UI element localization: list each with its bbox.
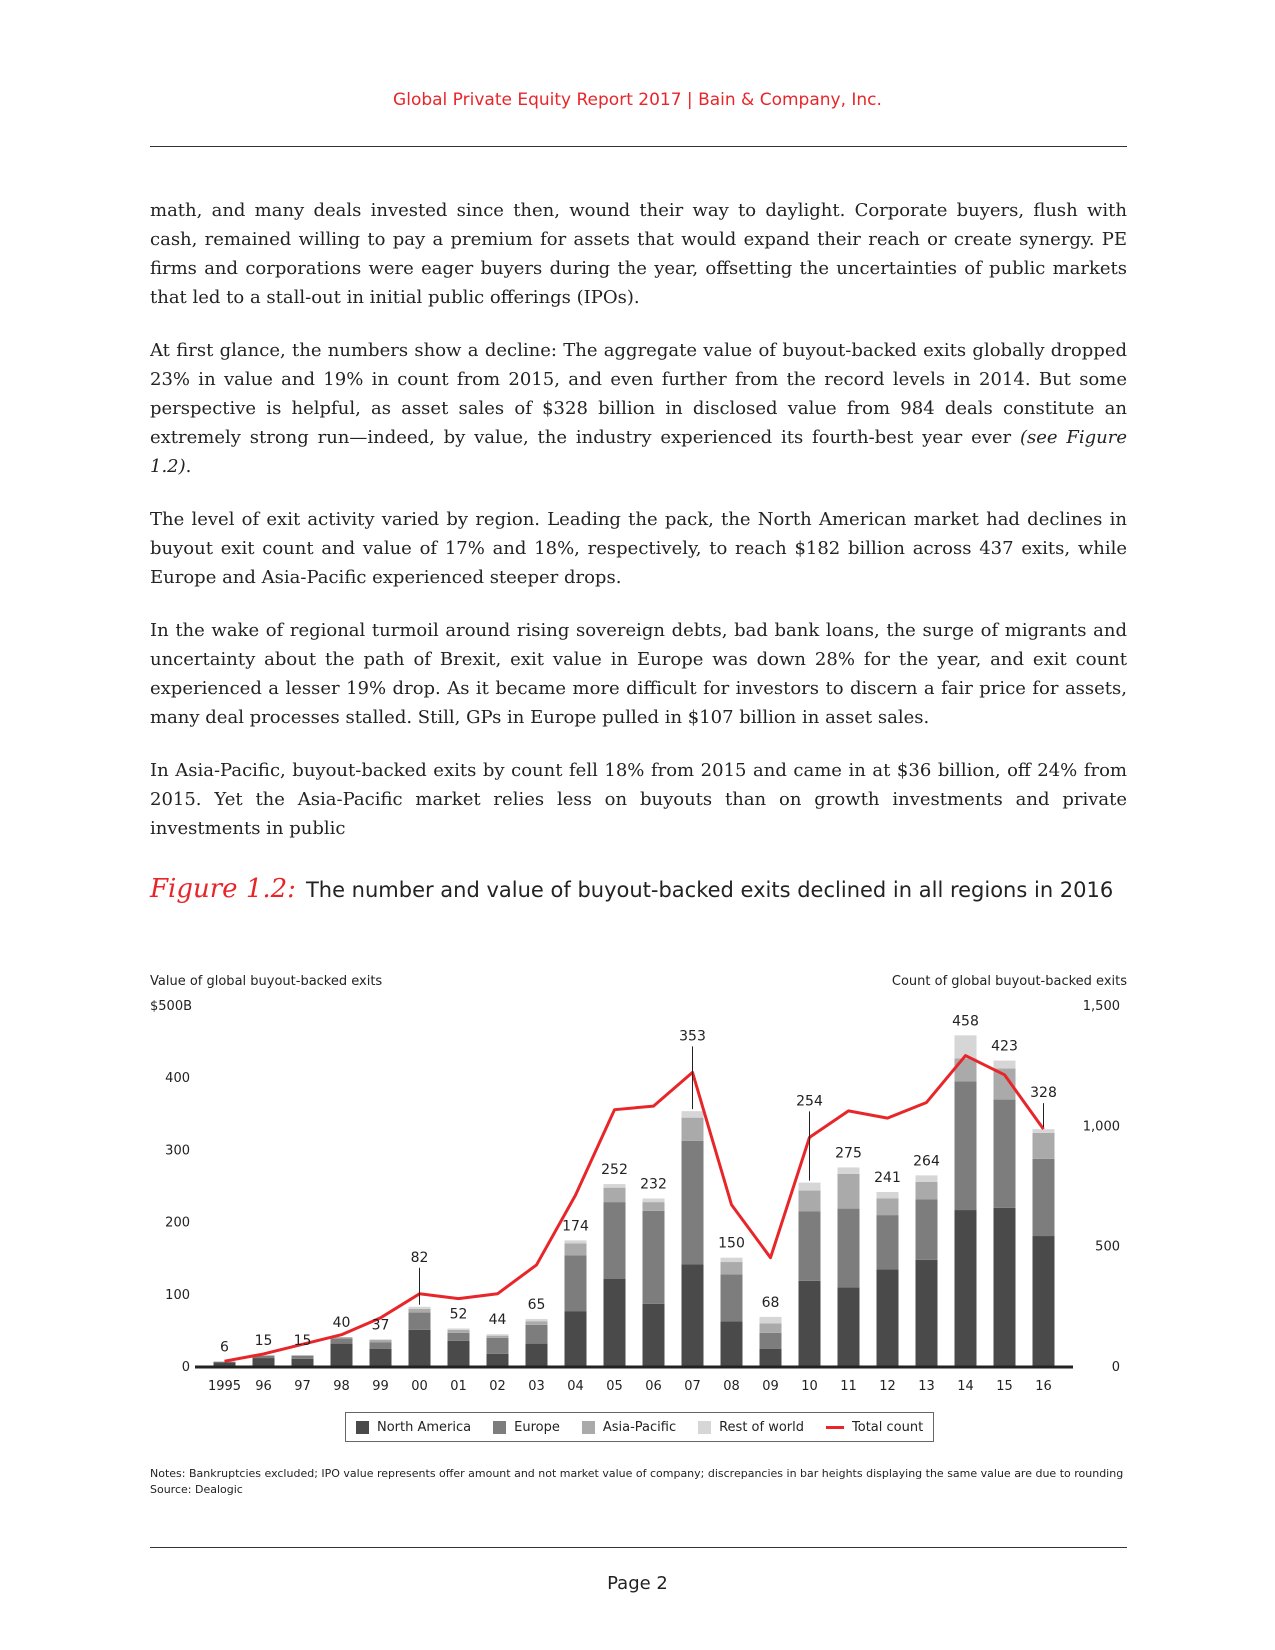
bar-segment: [721, 1274, 743, 1321]
bar-total-label: 252: [601, 1162, 628, 1179]
bar-segment: [955, 1082, 977, 1211]
bar-segment: [682, 1141, 704, 1264]
x-tick-label: 01: [450, 1379, 467, 1394]
legend-swatch: [698, 1421, 711, 1434]
bar-segment: [916, 1199, 938, 1260]
legend-north-america: [356, 1420, 471, 1435]
bar-segment: [721, 1262, 743, 1274]
right-tick-label: 1,000: [1082, 1119, 1120, 1135]
bar-segment: [643, 1304, 665, 1366]
bar-segment: [682, 1264, 704, 1366]
paragraph-4: In the wake of regional turmoil around rising sovereign debts, bad bank loans, the surge of migrants and uncertainty about the path of Brexit, exit value in Europe was down 28% for the year, and exit count experienced a lesser 19% drop. As it became more difficult for investors to discern a fair price for assets, many deal processes stalled. Still, GPs in Europe pulled in $107 billion in asset sales.: [150, 620, 1127, 728]
bar-segment: [487, 1338, 509, 1354]
bar-segment: [955, 1210, 977, 1366]
x-tick-label: 16: [1035, 1379, 1052, 1394]
bar-segment: [409, 1309, 431, 1313]
bar-segment: [565, 1243, 587, 1255]
bar-segment: [916, 1182, 938, 1199]
bar-segment: [955, 1058, 977, 1081]
bar-segment: [487, 1336, 509, 1338]
bar-segment: [994, 1208, 1016, 1366]
bar-total-label: 275: [835, 1145, 862, 1162]
paragraph-2-text: At first glance, the numbers show a decline: The aggregate value of buyout-backed exits globally dropped 23% in value and 19% in count from 2015, and even further from the record levels in 2014. But some perspective is helpful, as asset sales of $328 billion in disclosed value from 984 deals constitute an extremely strong run—indeed, by value, the industry experienced its fourth-best year ever: [150, 340, 1127, 448]
x-tick-label: 14: [957, 1379, 974, 1394]
left-tick-label: 400: [165, 1071, 190, 1087]
left-tick-label: 200: [165, 1215, 190, 1231]
x-tick-label: 05: [606, 1379, 623, 1394]
bar-segment: [799, 1183, 821, 1191]
bar-total-label: 423: [991, 1038, 1018, 1055]
bar-segment: [682, 1111, 704, 1117]
x-tick-label: 97: [294, 1379, 311, 1394]
left-tick-label: $500B: [150, 999, 193, 1014]
bar-segment: [1033, 1129, 1055, 1133]
legend-label: Total count: [852, 1419, 924, 1435]
bar-segment: [487, 1334, 509, 1335]
bar-total-label: 15: [254, 1333, 273, 1350]
right-tick-label: 500: [1095, 1239, 1120, 1255]
right-tick-label: 1,500: [1082, 999, 1120, 1014]
bar-segment: [799, 1191, 821, 1212]
right-axis-title: Count of global buyout-backed exits: [891, 974, 1127, 989]
bar-total-label: 150: [718, 1235, 745, 1252]
x-tick-label: 03: [528, 1379, 545, 1394]
bar-segment: [370, 1339, 392, 1340]
bar-segment: [916, 1175, 938, 1181]
page-number: Page 2: [607, 1573, 668, 1594]
bar-segment: [838, 1287, 860, 1366]
bar-segment: [760, 1323, 782, 1332]
bar-segment: [526, 1319, 548, 1321]
bar-segment: [682, 1118, 704, 1141]
footer-divider: [150, 1547, 1127, 1548]
legend-total-count: [826, 1420, 923, 1435]
bar-segment: [877, 1215, 899, 1269]
bar-total-label: 232: [640, 1176, 667, 1193]
paragraph-1: math, and many deals invested since then, wound their way to daylight. Corporate buyers, flush with cash, remained willing to pay a premium for assets that would expand their reach or create synergy. PE firms and corporations were eager buyers during the year, offsetting the uncertainties of public markets that led to a stall-out in initial public offerings (IPOs).: [150, 200, 1127, 308]
legend-rest-of-world: [698, 1420, 804, 1435]
bar-segment: [331, 1339, 353, 1344]
paragraph-2-end: .: [185, 456, 192, 477]
x-tick-label: 98: [333, 1379, 350, 1394]
bar-segment: [643, 1211, 665, 1304]
bar-segment: [1033, 1159, 1055, 1236]
bar-segment: [760, 1317, 782, 1323]
left-axis-title: Value of global buyout-backed exits: [150, 974, 383, 989]
paragraph-5: In Asia-Pacific, buyout-backed exits by count fell 18% from 2015 and came in at $36 billion, off 24% from 2015. Yet the Asia-Pacific market relies less on buyouts than on growth investments and private investments in public: [150, 760, 1127, 839]
bar-total-label: 37: [371, 1317, 390, 1334]
bar-segment: [292, 1355, 314, 1356]
bar-segment: [721, 1321, 743, 1366]
bar-total-label: 254: [796, 1093, 823, 1110]
bar-total-label: 6: [220, 1339, 229, 1356]
bar-segment: [331, 1344, 353, 1366]
bar-segment: [877, 1269, 899, 1366]
x-tick-label: 09: [762, 1379, 779, 1394]
x-tick-label: 06: [645, 1379, 662, 1394]
bar-total-label: 68: [761, 1294, 780, 1311]
bar-segment: [604, 1279, 626, 1366]
x-tick-label: 02: [489, 1379, 506, 1394]
bar-total-label: 241: [874, 1169, 901, 1186]
x-tick-label: 10: [801, 1379, 818, 1394]
bar-segment: [292, 1356, 314, 1359]
bar-total-label: 65: [527, 1297, 546, 1314]
legend-swatch: [356, 1421, 369, 1434]
bar-total-label: 458: [952, 1013, 979, 1030]
bar-segment: [292, 1359, 314, 1366]
bar-segment: [721, 1258, 743, 1262]
bar-segment: [448, 1333, 470, 1341]
legend-label: Rest of world: [719, 1419, 805, 1435]
bar-segment: [838, 1174, 860, 1209]
bar-segment: [1033, 1236, 1055, 1366]
x-tick-label: 1995: [207, 1379, 242, 1394]
bar-segment: [448, 1341, 470, 1366]
x-tick-label: 07: [684, 1379, 701, 1394]
bar-total-label: 82: [410, 1249, 429, 1266]
bar-segment: [487, 1354, 509, 1366]
bar-segment: [448, 1328, 470, 1329]
bar-total-label: 264: [913, 1153, 940, 1170]
bar-segment: [604, 1202, 626, 1279]
bar-segment: [214, 1362, 236, 1366]
bar-segment: [994, 1061, 1016, 1069]
left-tick-label: 0: [181, 1360, 190, 1375]
left-tick-label: 100: [165, 1287, 190, 1303]
bar-segment: [877, 1192, 899, 1198]
bar-segment: [760, 1349, 782, 1366]
bar-segment: [604, 1188, 626, 1202]
bar-segment: [565, 1256, 587, 1312]
chart-notes: [150, 1466, 1127, 1498]
x-tick-label: 08: [723, 1379, 740, 1394]
bar-segment: [565, 1311, 587, 1366]
bar-segment: [916, 1260, 938, 1366]
legend-line-swatch: [826, 1426, 844, 1429]
bar-segment: [253, 1358, 275, 1366]
bar-segment: [877, 1198, 899, 1215]
legend-swatch: [493, 1421, 506, 1434]
bar-segment: [838, 1167, 860, 1173]
legend-label: Europe: [514, 1419, 560, 1435]
left-tick-label: 300: [165, 1143, 190, 1159]
bar-segment: [994, 1100, 1016, 1208]
bar-total-label: 328: [1030, 1085, 1057, 1102]
bar-segment: [643, 1198, 665, 1202]
bar-segment: [838, 1209, 860, 1288]
bar-segment: [1033, 1133, 1055, 1159]
bar-segment: [565, 1240, 587, 1243]
figure-number: Figure 1.2:: [150, 874, 296, 904]
bar-segment: [370, 1349, 392, 1366]
bar-segment: [604, 1184, 626, 1188]
source-text: Source: Dealogic: [150, 1483, 243, 1496]
chart-legend: [345, 1412, 934, 1442]
x-tick-label: 11: [840, 1379, 857, 1394]
bar-segment: [760, 1333, 782, 1349]
bar-segment: [526, 1325, 548, 1344]
bar-segment: [370, 1340, 392, 1342]
bar-total-label: 353: [679, 1028, 706, 1045]
x-tick-label: 12: [879, 1379, 896, 1394]
bar-segment: [409, 1307, 431, 1309]
bar-segment: [409, 1313, 431, 1330]
x-tick-label: 99: [372, 1379, 389, 1394]
figure-caption: The number and value of buyout-backed exits declined in all regions in 2016: [305, 878, 1114, 902]
report-header: Global Private Equity Report 2017 | Bain & Company, Inc.: [393, 90, 882, 110]
figure-reference: (see Figure 1.2): [150, 427, 1127, 477]
bar-total-label: 40: [332, 1315, 351, 1332]
legend-label: North America: [377, 1419, 472, 1435]
right-tick-label: 0: [1111, 1360, 1120, 1375]
bar-segment: [799, 1281, 821, 1366]
paragraph-3: The level of exit activity varied by region. Leading the pack, the North American market had declines in buyout exit count and value of 17% and 18%, respectively, to reach $182 billion across 437 exits, while Europe and Asia-Pacific experienced steeper drops.: [150, 509, 1127, 588]
bar-segment: [214, 1362, 236, 1363]
x-tick-label: 13: [918, 1379, 935, 1394]
bar-segment: [370, 1342, 392, 1348]
legend-label: Asia-Pacific: [602, 1419, 677, 1435]
bar-segment: [409, 1330, 431, 1366]
x-tick-label: 96: [255, 1379, 272, 1394]
legend-asia-pacific: [582, 1420, 676, 1435]
bar-segment: [643, 1202, 665, 1211]
x-tick-label: 04: [567, 1379, 584, 1394]
bar-segment: [448, 1330, 470, 1333]
legend-swatch: [582, 1421, 595, 1434]
bar-total-label: 44: [488, 1312, 507, 1329]
bar-segment: [526, 1321, 548, 1325]
bar-total-label: 52: [449, 1306, 468, 1323]
x-tick-label: 00: [411, 1379, 428, 1394]
bar-total-label: 15: [293, 1333, 312, 1350]
bar-segment: [799, 1211, 821, 1280]
bar-segment: [526, 1344, 548, 1366]
legend-europe: [493, 1420, 560, 1435]
x-tick-label: 15: [996, 1379, 1013, 1394]
notes-text: Notes: Bankruptcies excluded; IPO value represents offer amount and not market value of company; discrepancies in bar heights displaying the same value are due to rounding: [150, 1467, 1124, 1480]
bar-total-label: 174: [562, 1218, 589, 1235]
